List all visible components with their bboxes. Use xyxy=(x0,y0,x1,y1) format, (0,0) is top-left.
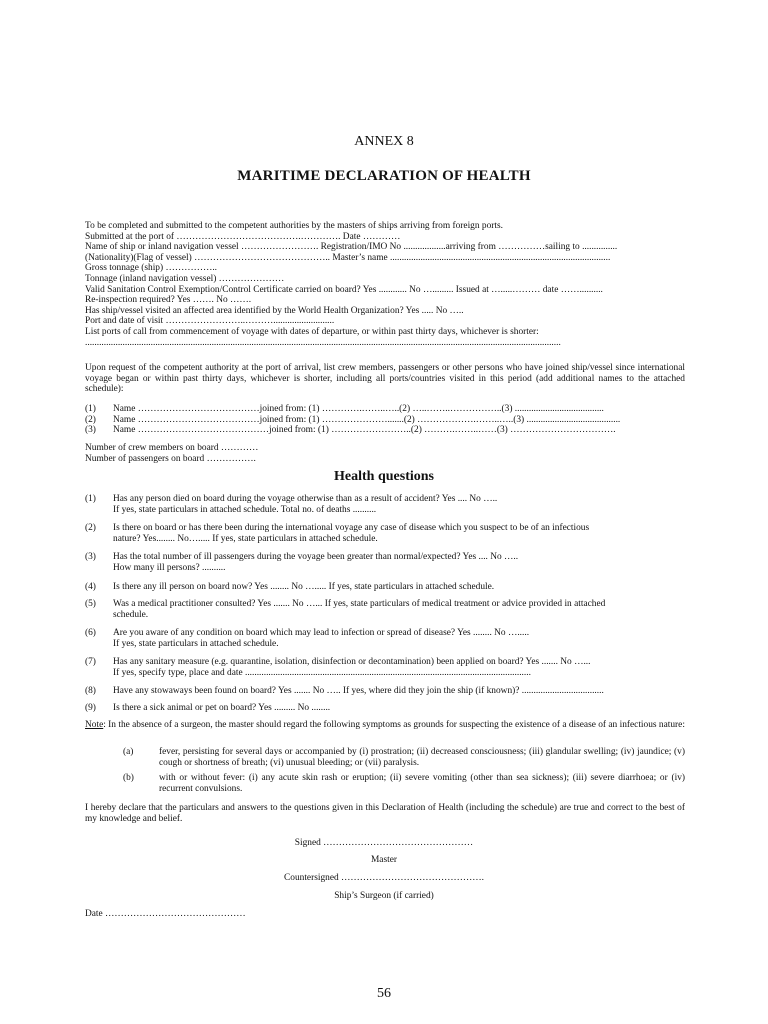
declaration-paragraph: I hereby declare that the particulars and answers to the questions given in this Declaration of Health (including the schedule) are true and correct to the best of my knowledge and belief. xyxy=(85,803,685,824)
crew-row xyxy=(85,415,685,426)
question-1 xyxy=(85,494,685,515)
intro-line: Re-inspection required? Yes ……. No ……. xyxy=(85,295,252,306)
master-label: Master xyxy=(370,855,398,865)
intro-line: Port and date of visit ……………………..……….......................... xyxy=(85,316,335,327)
crew-count-line: Number of crew members on board ………… xyxy=(85,443,259,453)
intro-line: Name of ship or inland navigation vessel ……………………. Registration/IMO No ..................arriving from ……………sailing to ............... xyxy=(85,242,618,253)
crew-row-text: Name ……………………………………joined from: (1) ……………………..(2) ……….……..……(3) ……………………………. xyxy=(113,425,616,436)
question-6 xyxy=(85,628,685,649)
date-line: Date ……………………………………… xyxy=(85,909,246,919)
note-text: : In the absence of a surgeon, the master should regard the following symptoms as grounds for suspecting the existence of a disease of an infectious nature: xyxy=(103,720,685,730)
question-number: (6) xyxy=(85,628,96,638)
question-text: Are you aware of any condition on board which may lead to infection or spread of disease? Yes ........ No …..... xyxy=(113,628,530,638)
question-number: (2) xyxy=(85,523,96,533)
question-text: If yes, state particulars in attached schedule. xyxy=(113,638,279,649)
intro-line: Gross tonnage (ship) …………….. xyxy=(85,263,218,274)
health-questions-heading: Health questions xyxy=(334,469,434,484)
intro-line: ........................................................................................................................................................................................................... xyxy=(85,337,561,348)
question-3 xyxy=(85,552,685,573)
question-number: (5) xyxy=(85,599,96,609)
question-number: (8) xyxy=(85,686,96,696)
countersigned-line: Countersigned ………………………………………. xyxy=(284,873,484,883)
question-text: If yes, specify type, place and date .......................................................................................................................... xyxy=(113,667,531,678)
question-text: Has the total number of ill passengers during the voyage been greater than normal/expected? Yes .... No ….. xyxy=(113,552,519,562)
question-7 xyxy=(85,657,685,678)
question-text: Is there on board or has there been during the international voyage any case of disease which you suspect to be of an infectious xyxy=(113,523,590,533)
intro-line: (Nationality)(Flag of vessel) …………………………………….. Master’s name .............................................................................................. xyxy=(85,252,611,263)
question-number: (3) xyxy=(85,552,96,562)
crew-list xyxy=(85,404,685,436)
question-text: Has any person died on board during the voyage otherwise than as a result of accident? Yes .... No ….. xyxy=(113,494,498,504)
crew-row-number: (1) xyxy=(85,404,96,414)
note-paragraph xyxy=(85,720,685,731)
counts-section xyxy=(85,443,685,464)
question-number: (9) xyxy=(85,703,96,713)
crew-row-text: Name …………………………………joined from: (1) ………….……..…..(2) …..……..……………..(3) ...................................... xyxy=(113,404,604,414)
question-8 xyxy=(85,686,685,697)
symptom-number: (b) xyxy=(123,773,134,783)
question-4 xyxy=(85,582,685,593)
symptom-b xyxy=(85,773,685,794)
intro-line: List ports of call from commencement of voyage with dates of departure, or within past thirty days, whichever is shorter: xyxy=(85,326,539,337)
intro-section xyxy=(85,221,685,348)
question-text: nature? Yes........ No…..... If yes, state particulars in attached schedule. xyxy=(113,533,378,544)
document-title: MARITIME DECLARATION OF HEALTH xyxy=(237,168,531,184)
crew-row-number: (3) xyxy=(85,425,96,436)
question-5 xyxy=(85,599,685,620)
symptom-text: with or without fever: (i) any acute skin rash or eruption; (ii) severe vomiting (other than sea sickness); (iii) severe diarrhoea; or (iv) recurrent convulsions. xyxy=(159,773,685,794)
surgeon-label: Ship’s Surgeon (if carried) xyxy=(334,891,434,901)
question-9 xyxy=(85,703,685,714)
question-text: How many ill persons? .......... xyxy=(113,562,226,573)
question-text: Is there any ill person on board now? Yes ........ No …..... If yes, state particulars in attached schedule. xyxy=(113,582,495,592)
question-text: schedule. xyxy=(113,609,149,620)
passenger-count-line: Number of passengers on board ……………. xyxy=(85,453,256,464)
note-label: Note xyxy=(85,720,104,730)
signed-line: Signed ………………………………………… xyxy=(294,838,474,848)
symptom-a xyxy=(85,747,685,768)
symptom-number: (a) xyxy=(123,747,134,757)
crew-row-text: Name …………………………………joined from: (1) ………………….......(2) ……………….……..…..(3) ........................................ xyxy=(113,414,621,425)
question-number: (4) xyxy=(85,582,96,592)
question-text: Have any stowaways been found on board? Yes ....... No ….. If yes, where did they join the ship (if known)? ................................... xyxy=(113,686,604,696)
question-text: Was a medical practitioner consulted? Yes ....... No …... If yes, state particulars of medical treatment or advice provided in attached xyxy=(113,599,606,609)
question-text: Is there a sick animal or pet on board? Yes ......... No ........ xyxy=(113,703,331,713)
crew-row xyxy=(85,404,685,415)
intro-line: Valid Sanitation Control Exemption/Control Certificate carried on board? Yes ............ No …......... Issued at ….....……… date …….......... xyxy=(85,284,603,295)
crew-row xyxy=(85,425,685,436)
question-2 xyxy=(85,523,685,544)
question-number: (7) xyxy=(85,657,96,667)
question-text: If yes, state particulars in attached schedule. Total no. of deaths .......... xyxy=(113,504,377,515)
intro-line: To be completed and submitted to the competent authorities by the masters of ships arriving from foreign ports. xyxy=(85,221,503,231)
crew-row-number: (2) xyxy=(85,414,96,425)
page-number: 56 xyxy=(377,986,391,1001)
upon-request-paragraph: Upon request of the competent authority at the port of arrival, list crew members, passengers or other persons who have joined ship/vessel since international voyage began or within past thirty days, whichever is shorter, including all ports/countries visited in this period (add additional names to the attached schedule): xyxy=(85,363,685,395)
intro-line: Submitted at the port of ………………………………….…………. Date ………… xyxy=(85,231,401,242)
question-number: (1) xyxy=(85,494,96,504)
intro-line: Has ship/vessel visited an affected area identified by the World Health Organization? Yes ..... No ….. xyxy=(85,305,464,316)
question-text: Has any sanitary measure (e.g. quarantine, isolation, disinfection or decontamination) been applied on board? Yes ....... No …... xyxy=(113,657,591,667)
annex-label: ANNEX 8 xyxy=(354,134,414,149)
symptom-text: fever, persisting for several days or accompanied by (i) prostration; (ii) decreased consciousness; (iii) glandular swelling; (iv) jaundice; (v) cough or shortness of breath; (vi) unusual bleeding; or (vii) paralysis. xyxy=(159,747,685,768)
intro-line: Tonnage (inland navigation vessel) ………………… xyxy=(85,273,285,284)
